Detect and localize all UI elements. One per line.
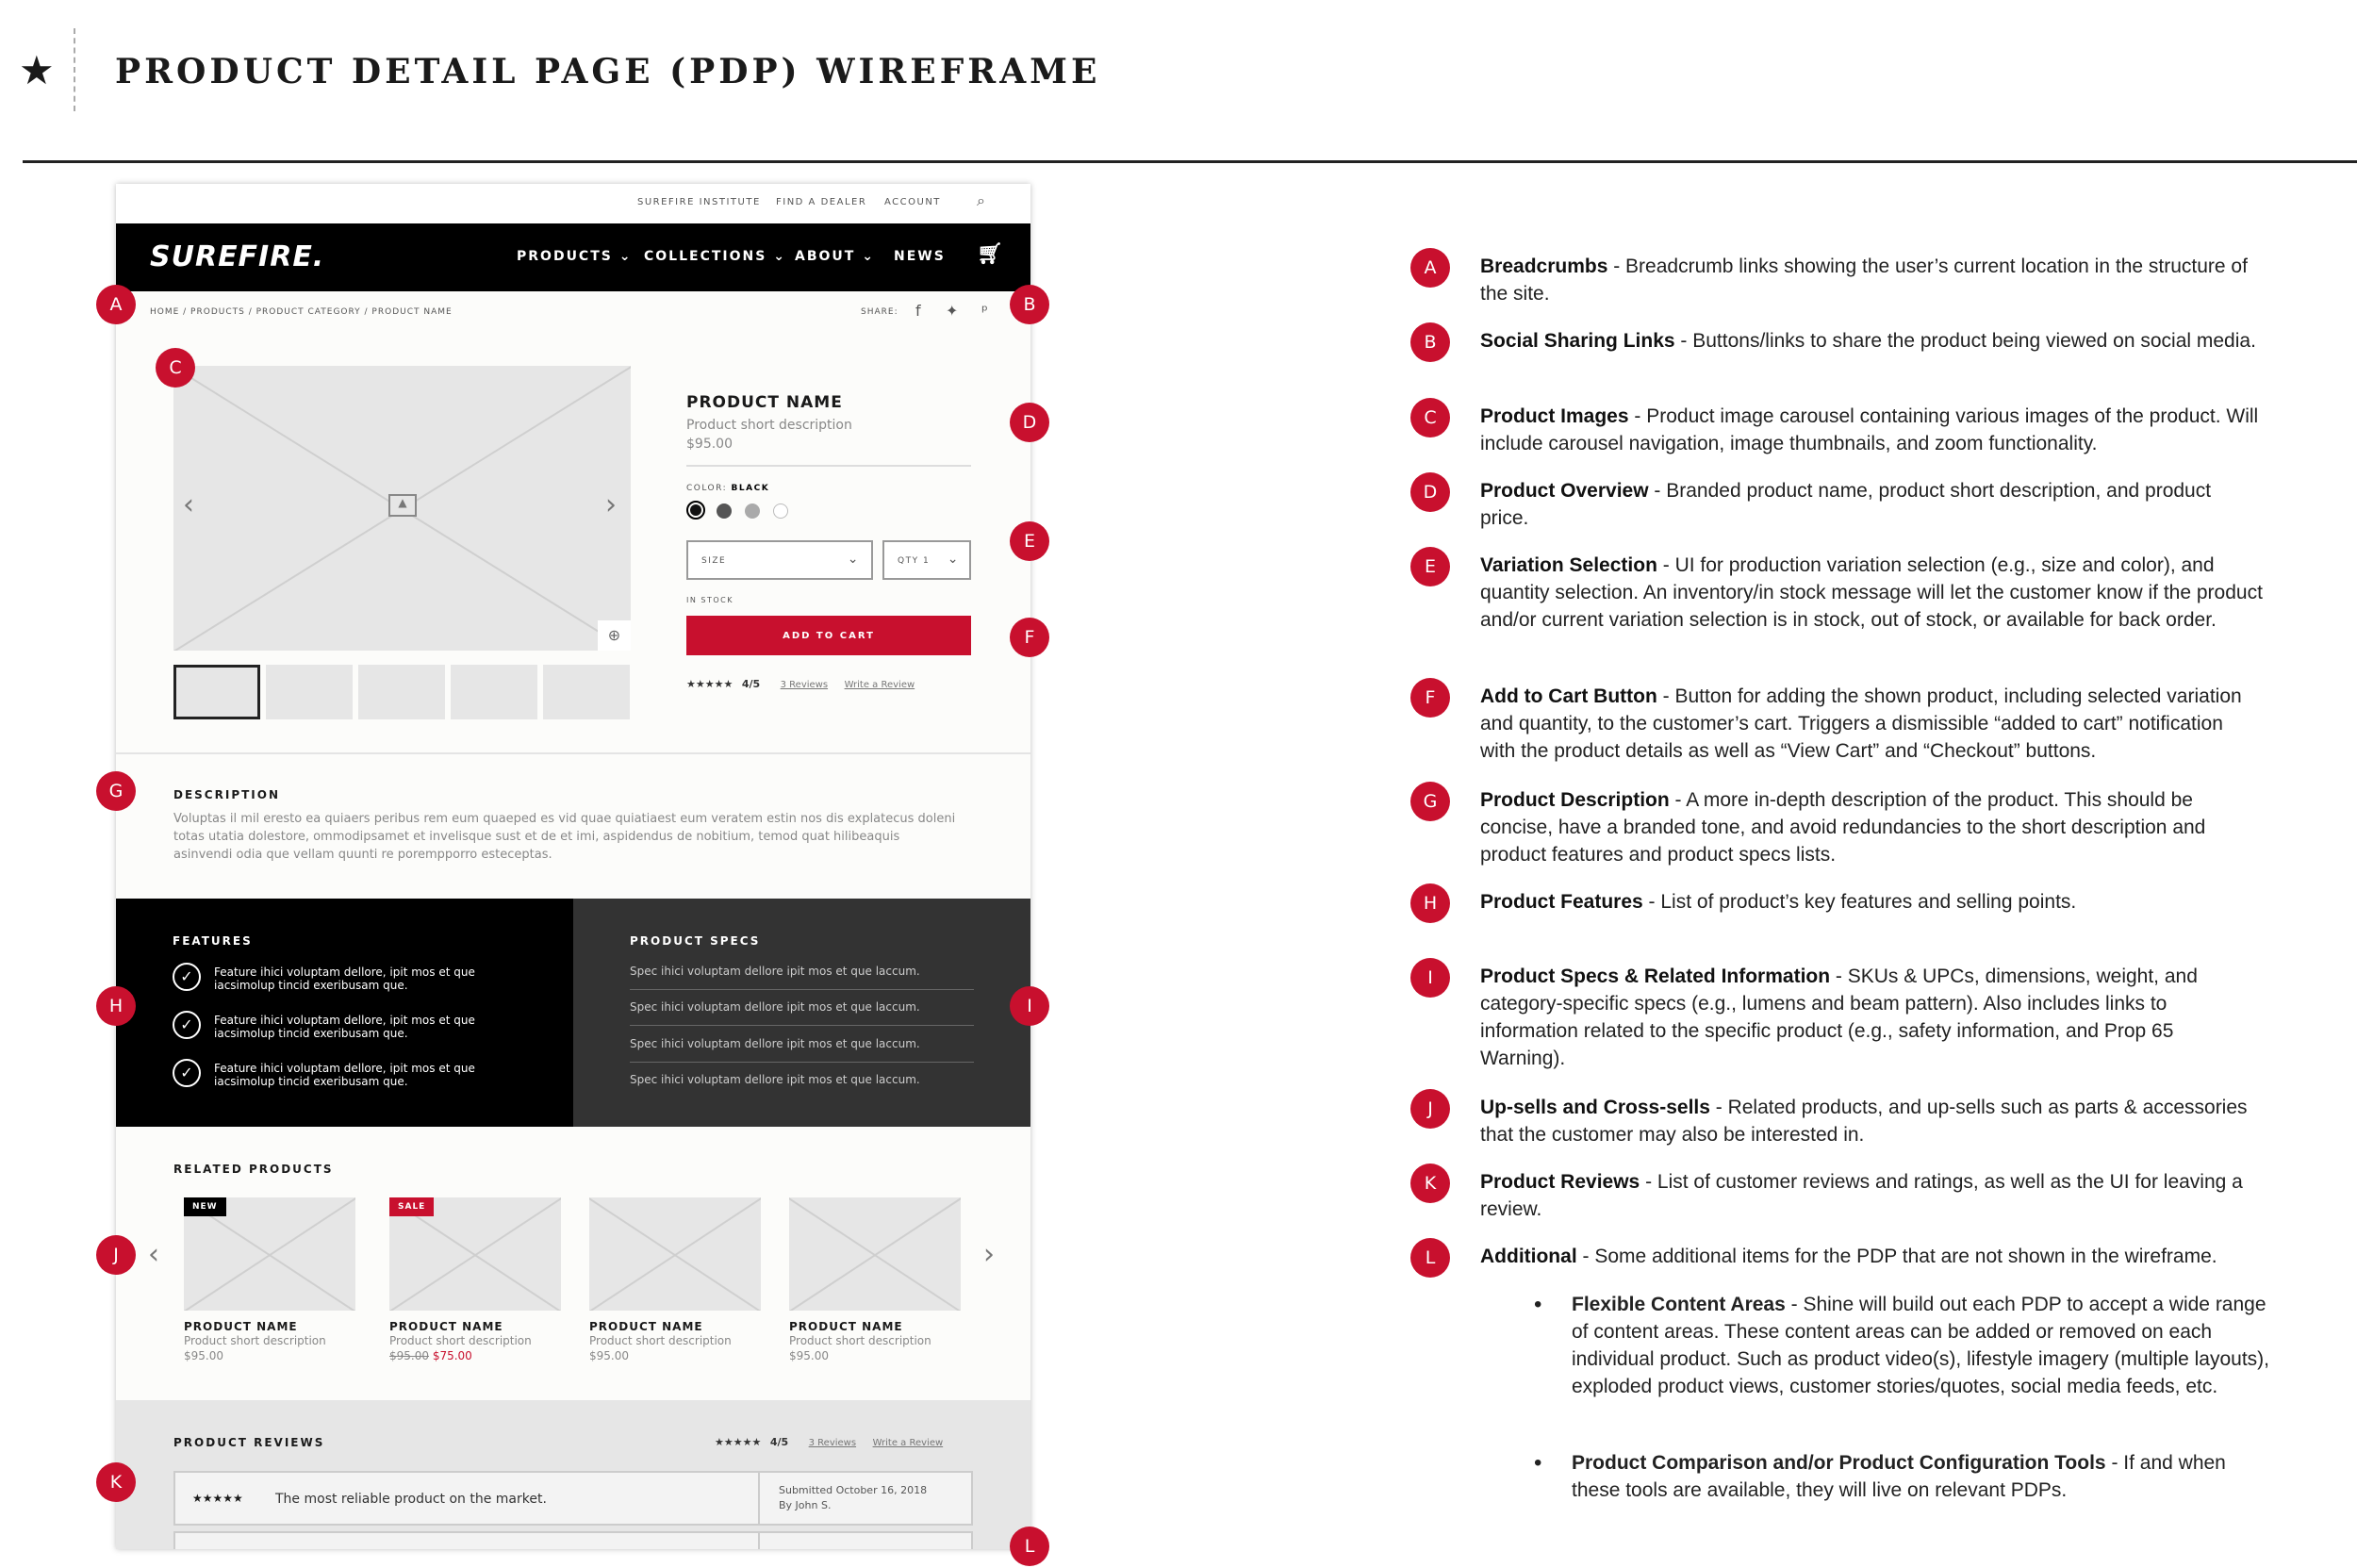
- nav-news[interactable]: NEWS: [894, 249, 946, 264]
- bullet-icon: •: [1534, 1450, 1542, 1476]
- marker-i: I: [1010, 986, 1049, 1026]
- carousel-next-icon[interactable]: ›: [983, 1238, 995, 1271]
- legend-item: Product Overview - Branded product name, product short description, and product price.: [1480, 480, 2212, 529]
- review-text: The most reliable product on the market.: [275, 1492, 547, 1507]
- sale-badge: SALE: [389, 1197, 434, 1216]
- facebook-icon[interactable]: f: [915, 302, 921, 320]
- product-short-desc: Product short description: [686, 418, 852, 433]
- nav-products[interactable]: PRODUCTS ⌄: [517, 249, 633, 264]
- reviews-link[interactable]: 3 Reviews: [780, 680, 829, 690]
- color-label: COLOR:: [686, 484, 728, 493]
- rating-stars: ★★★★★: [715, 1436, 762, 1448]
- description-heading: DESCRIPTION: [173, 788, 281, 801]
- legend-marker: C: [1410, 398, 1450, 437]
- bullet-icon: •: [1534, 1292, 1542, 1317]
- legend-item: Additional - Some additional items for the PDP that are not shown in the wireframe.: [1480, 1246, 2217, 1267]
- legend-marker: F: [1410, 678, 1450, 718]
- swatch-dark-gray[interactable]: [717, 503, 732, 519]
- bullet-item: • Flexible Content Areas - Shine will build out each PDP to accept a wide range of content areas. These content areas can be added or removed on each individual product. Such as product video(s), lifestyle imagery (multiple layouts), exploded product views, customer stories/quotes, social media feeds, etc.: [1534, 1292, 2269, 1397]
- chevron-down-icon: ⌄: [847, 552, 860, 567]
- qty-select[interactable]: QTY 1 ⌄: [882, 540, 971, 580]
- check-icon: ✓: [173, 1011, 201, 1039]
- thumbnail[interactable]: [543, 665, 630, 719]
- product-card[interactable]: NEW PRODUCT NAME Product short description $95.00: [184, 1197, 355, 1363]
- specs-section: [573, 899, 1030, 1127]
- legend-item: Variation Selection - UI for production variation selection (e.g., size and color), and quantity selection. An inventory/in stock message will let the customer know if the product and/or current variation selection is in stock, out of stock, or available for back order.: [1480, 554, 2263, 631]
- marker-e: E: [1010, 521, 1049, 561]
- marker-a: A: [96, 285, 136, 324]
- marker-j: J: [96, 1235, 136, 1275]
- breadcrumb[interactable]: HOME / PRODUCTS / PRODUCT CATEGORY / PRODUCT NAME: [150, 307, 453, 317]
- write-review-link[interactable]: Write a Review: [844, 680, 915, 690]
- reviews-link[interactable]: 3 Reviews: [808, 1438, 857, 1448]
- thumbnail[interactable]: [451, 665, 537, 719]
- carousel-prev-icon[interactable]: ‹: [183, 488, 194, 521]
- legend-marker: J: [1410, 1089, 1450, 1129]
- page-title: PRODUCT DETAIL PAGE (PDP) WIREFRAME: [115, 52, 1101, 91]
- star-icon: ★: [19, 47, 55, 93]
- utility-link-institute[interactable]: SUREFIRE INSTITUTE: [637, 197, 761, 207]
- spec-item: Spec ihici voluptam dellore ipit mos et que laccum.: [630, 965, 974, 990]
- twitter-icon[interactable]: ✦: [946, 302, 959, 320]
- check-icon: ✓: [173, 963, 201, 991]
- specs-heading: PRODUCT SPECS: [630, 934, 761, 948]
- review-stars: ★★★★★: [192, 1492, 243, 1505]
- check-icon: ✓: [173, 1059, 201, 1087]
- legend-item: Breadcrumbs - Breadcrumb links showing the user’s current location in the structure of the site.: [1480, 256, 2248, 305]
- marker-g: G: [96, 771, 136, 811]
- wireframe: [116, 184, 1030, 1549]
- utility-link-account[interactable]: ACCOUNT: [884, 197, 941, 207]
- marker-k: K: [96, 1462, 136, 1502]
- marker-l: L: [1010, 1527, 1049, 1566]
- reviews-section: [116, 1400, 1030, 1549]
- marker-h: H: [96, 986, 136, 1026]
- legend-marker: G: [1410, 782, 1450, 821]
- thumbnail[interactable]: [173, 665, 260, 719]
- legend-marker: D: [1410, 472, 1450, 512]
- spec-item: Spec ihici voluptam dellore ipit mos et que laccum.: [630, 1073, 920, 1086]
- rating-score: 4/5: [769, 1436, 789, 1448]
- divider: [686, 465, 971, 467]
- spec-item: Spec ihici voluptam dellore ipit mos et que laccum.: [630, 1037, 974, 1063]
- carousel-next-icon[interactable]: ›: [605, 488, 617, 521]
- legend-marker: L: [1410, 1238, 1450, 1278]
- legend-marker: K: [1410, 1164, 1450, 1203]
- swatch-gray[interactable]: [745, 503, 760, 519]
- product-price: $95.00: [686, 437, 733, 452]
- features-heading: FEATURES: [173, 934, 253, 948]
- legend-item: Up-sells and Cross-sells - Related products, and up-sells such as parts & accessories that the customer may also be interested in.: [1480, 1097, 2248, 1146]
- pinterest-icon[interactable]: ᵖ: [981, 302, 988, 320]
- legend-marker: B: [1410, 322, 1450, 362]
- rating-score: 4/5: [741, 678, 761, 690]
- product-name: PRODUCT NAME: [686, 393, 843, 412]
- legend-marker: I: [1410, 958, 1450, 998]
- sale-price: $75.00: [432, 1349, 472, 1362]
- legend-marker: H: [1410, 883, 1450, 923]
- stock-status: IN STOCK: [686, 596, 733, 604]
- review-author: By John S.: [779, 1499, 832, 1511]
- review-date: Submitted October 16, 2018: [779, 1484, 928, 1496]
- review-item: [173, 1531, 973, 1549]
- review-item: [173, 1471, 973, 1526]
- thumbnail[interactable]: [358, 665, 445, 719]
- header-rule: [23, 160, 2357, 163]
- search-icon[interactable]: ⌕: [977, 191, 987, 209]
- rating-stars: ★★★★★: [686, 678, 733, 690]
- product-card[interactable]: PRODUCT NAME Product short description $95.00: [789, 1197, 961, 1363]
- legend-item: Product Features - List of product’s key features and selling points.: [1480, 891, 2077, 913]
- thumbnail[interactable]: [266, 665, 353, 719]
- marker-b: B: [1010, 285, 1049, 324]
- description-body: Voluptas il mil eresto ea quiaers peribus rem eum quaeped es vid quae quiatiaest eum veratem estin nos dis explatecus doleni totas utatia dolestore, ommodipsamet et invelisque sust et de et imi, aspidendus de nobitium, temod quat hilibeaquis asinvendi odia que vellam quunti re porempporro esteceptas.: [173, 812, 956, 862]
- product-main-image[interactable]: [173, 366, 631, 651]
- legend-item: Product Specs & Related Information - SKUs & UPCs, dimensions, weight, and category-specific specs (e.g., lumens and beam pattern). Also includes links to information related to the specific product (e.g., safety information, and Prop 65 Warning).: [1480, 966, 2198, 1069]
- product-card[interactable]: PRODUCT NAME Product short description $95.00: [589, 1197, 761, 1363]
- main-nav: [116, 223, 1030, 291]
- legend-marker: E: [1410, 547, 1450, 586]
- swatch-black[interactable]: [686, 501, 705, 520]
- brand-logo[interactable]: SUREFIRE.: [150, 240, 325, 273]
- swatch-white[interactable]: [773, 503, 788, 519]
- size-select[interactable]: SIZE ⌄: [686, 540, 873, 580]
- legend-item: Product Reviews - List of customer reviews and ratings, as well as the UI for leaving a review.: [1480, 1171, 2243, 1220]
- related-heading: RELATED PRODUCTS: [173, 1163, 334, 1176]
- legend-item: Product Images - Product image carousel containing various images of the product. Will include carousel navigation, image thumbnails, and zoom functionality.: [1480, 405, 2259, 454]
- add-to-cart-button[interactable]: ADD TO CART: [686, 616, 971, 655]
- features-section: FEATURES ✓ Feature ihici voluptam dellore, ipit mos et que iacsimolup tincid exeribusam que. ✓ Feature ihici voluptam dellore, ipit mos et que iacsimolup tincid exeribusam que. ✓ Feature ihici voluptam dellore, ipit mos et que iacsimolup tincid exeribusam que.: [116, 899, 573, 1127]
- chevron-down-icon: ⌄: [947, 552, 960, 567]
- utility-nav: [116, 184, 1030, 223]
- carousel-prev-icon[interactable]: ‹: [148, 1238, 159, 1271]
- cart-icon[interactable]: 🛒︎: [977, 242, 1005, 266]
- zoom-icon[interactable]: ⊕: [598, 620, 631, 651]
- new-badge: NEW: [184, 1197, 226, 1216]
- write-review-link[interactable]: Write a Review: [872, 1438, 944, 1448]
- nav-about[interactable]: ABOUT ⌄: [795, 249, 875, 264]
- product-card[interactable]: SALE PRODUCT NAME Product short description $95.00 $75.00: [389, 1197, 561, 1363]
- color-value: BLACK: [731, 484, 770, 493]
- legend-item: Add to Cart Button - Button for adding the shown product, including selected variation and quantity, to the customer’s cart. Triggers a dismissible “added to cart” notification with the product details as well as “View Cart” and “Checkout” buttons.: [1480, 685, 2242, 762]
- utility-link-dealer[interactable]: FIND A DEALER: [776, 197, 867, 207]
- image-icon: ▲: [388, 494, 417, 517]
- legend-item: Social Sharing Links - Buttons/links to share the product being viewed on social media.: [1480, 330, 2256, 352]
- spec-item: Spec ihici voluptam dellore ipit mos et que laccum.: [630, 1000, 974, 1026]
- reviews-heading: PRODUCT REVIEWS: [173, 1436, 325, 1449]
- share-label: SHARE:: [861, 307, 898, 317]
- bullet-item: • Product Comparison and/or Product Configuration Tools - If and when these tools are available, they will live on relevant PDPs.: [1534, 1450, 2226, 1501]
- related-products-section: [116, 1127, 1030, 1400]
- divider: [74, 28, 75, 111]
- marker-c: C: [156, 348, 195, 388]
- legend-marker: A: [1410, 248, 1450, 288]
- nav-collections[interactable]: COLLECTIONS ⌄: [644, 249, 786, 264]
- marker-d: D: [1010, 403, 1049, 442]
- legend-item: Product Description - A more in-depth description of the product. This should be concise, have a branded tone, and avoid redundancies to the short description and product features and product specs lists.: [1480, 789, 2206, 866]
- description-section: [116, 752, 1030, 899]
- marker-f: F: [1010, 618, 1049, 657]
